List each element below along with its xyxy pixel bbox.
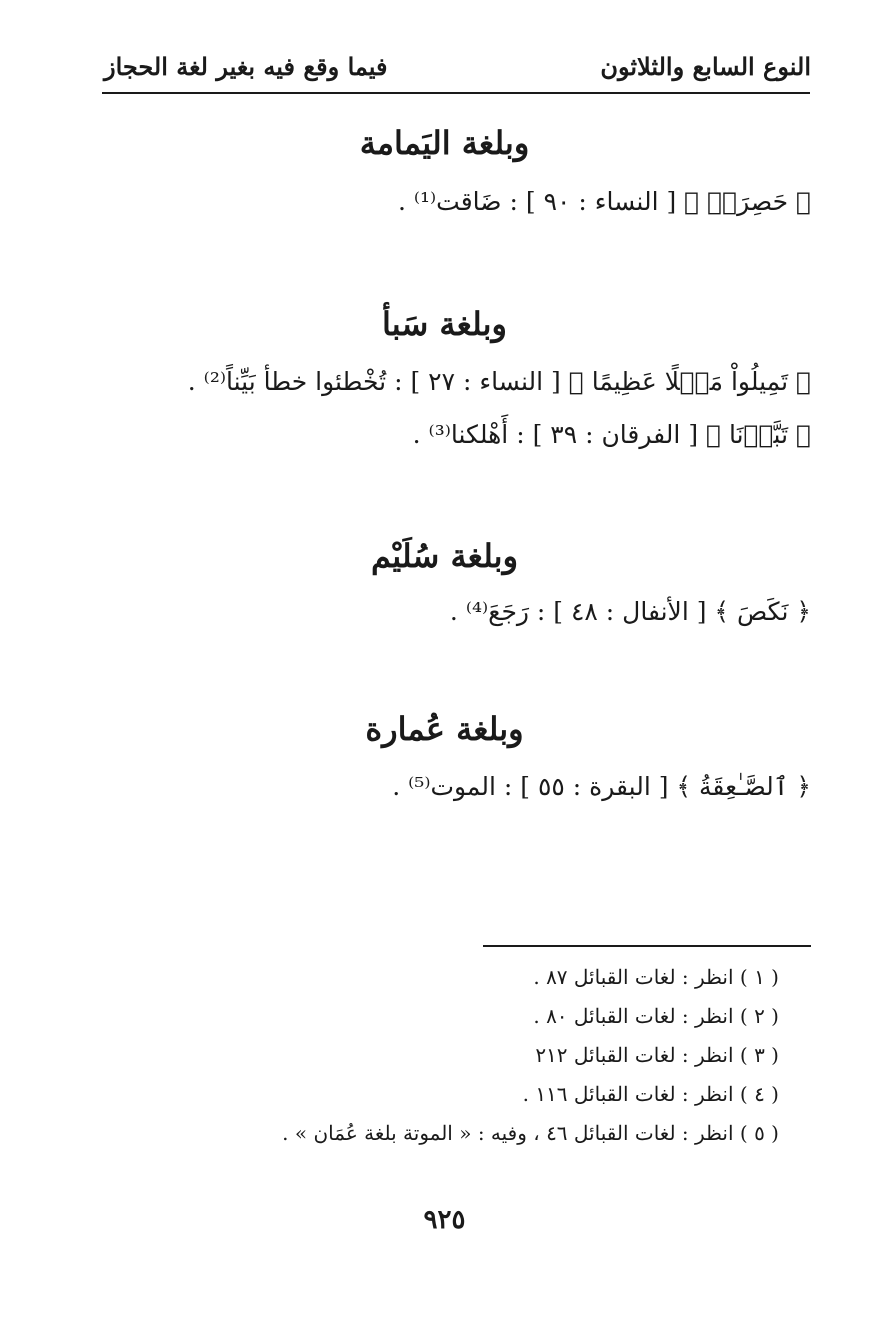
section-title-umara: وبلغة عُمارة [365,710,524,748]
footnote-divider [483,945,811,947]
running-header-chapter: النوع السابع والثلاثون [600,52,811,81]
footnote: ( ٣ ) انظر : لغات القبائل ٢١٢ [535,1043,779,1067]
page-number: ٩٢٥ [423,1205,466,1235]
verse-line: ﴿ حَصِرَتۡ ﴾ [ النساء : ٩٠ ] : ضَاقت⁽¹⁾ . [397,187,811,216]
footnote: ( ٤ ) انظر : لغات القبائل ١١٦ . [522,1082,779,1106]
verse-line: ﴿ تَمِيلُواْ مَيۡلًا عَظِيمًا ﴾ [ النساء : ٢٧ ] : تُخْطئوا خطأ بَيِّناً⁽²⁾ . [187,367,811,396]
running-header-topic: فيما وقع فيه بغير لغة الحجاز [104,52,388,81]
footnote: ( ٢ ) انظر : لغات القبائل ٨٠ . [533,1004,779,1028]
section-title-saba: وبلغة سَبأ [382,305,507,343]
header-divider [102,92,810,94]
section-title-yamama: وبلغة اليَمامة [359,124,530,162]
verse-line: ﴿ تَبَّرۡنَا ﴾ [ الفرقان : ٣٩ ] : أَهْلكنا⁽³⁾ . [412,420,811,449]
verse-line: ﴿ نَكَصَ ﴾ [ الأنفال : ٤٨ ] : رَجَعَ⁽⁴⁾ . [449,597,811,626]
footnote: ( ١ ) انظر : لغات القبائل ٨٧ . [533,965,779,989]
footnote: ( ٥ ) انظر : لغات القبائل ٤٦ ، وفيه : « الموتة بلغة عُمَان » . [282,1121,779,1145]
verse-line: ﴿ ٱلصَّـٰعِقَةُ ﴾ [ البقرة : ٥٥ ] : الموت⁽⁵⁾ . [392,772,811,801]
section-title-sulaym: وبلغة سُلَيْم [370,537,519,575]
